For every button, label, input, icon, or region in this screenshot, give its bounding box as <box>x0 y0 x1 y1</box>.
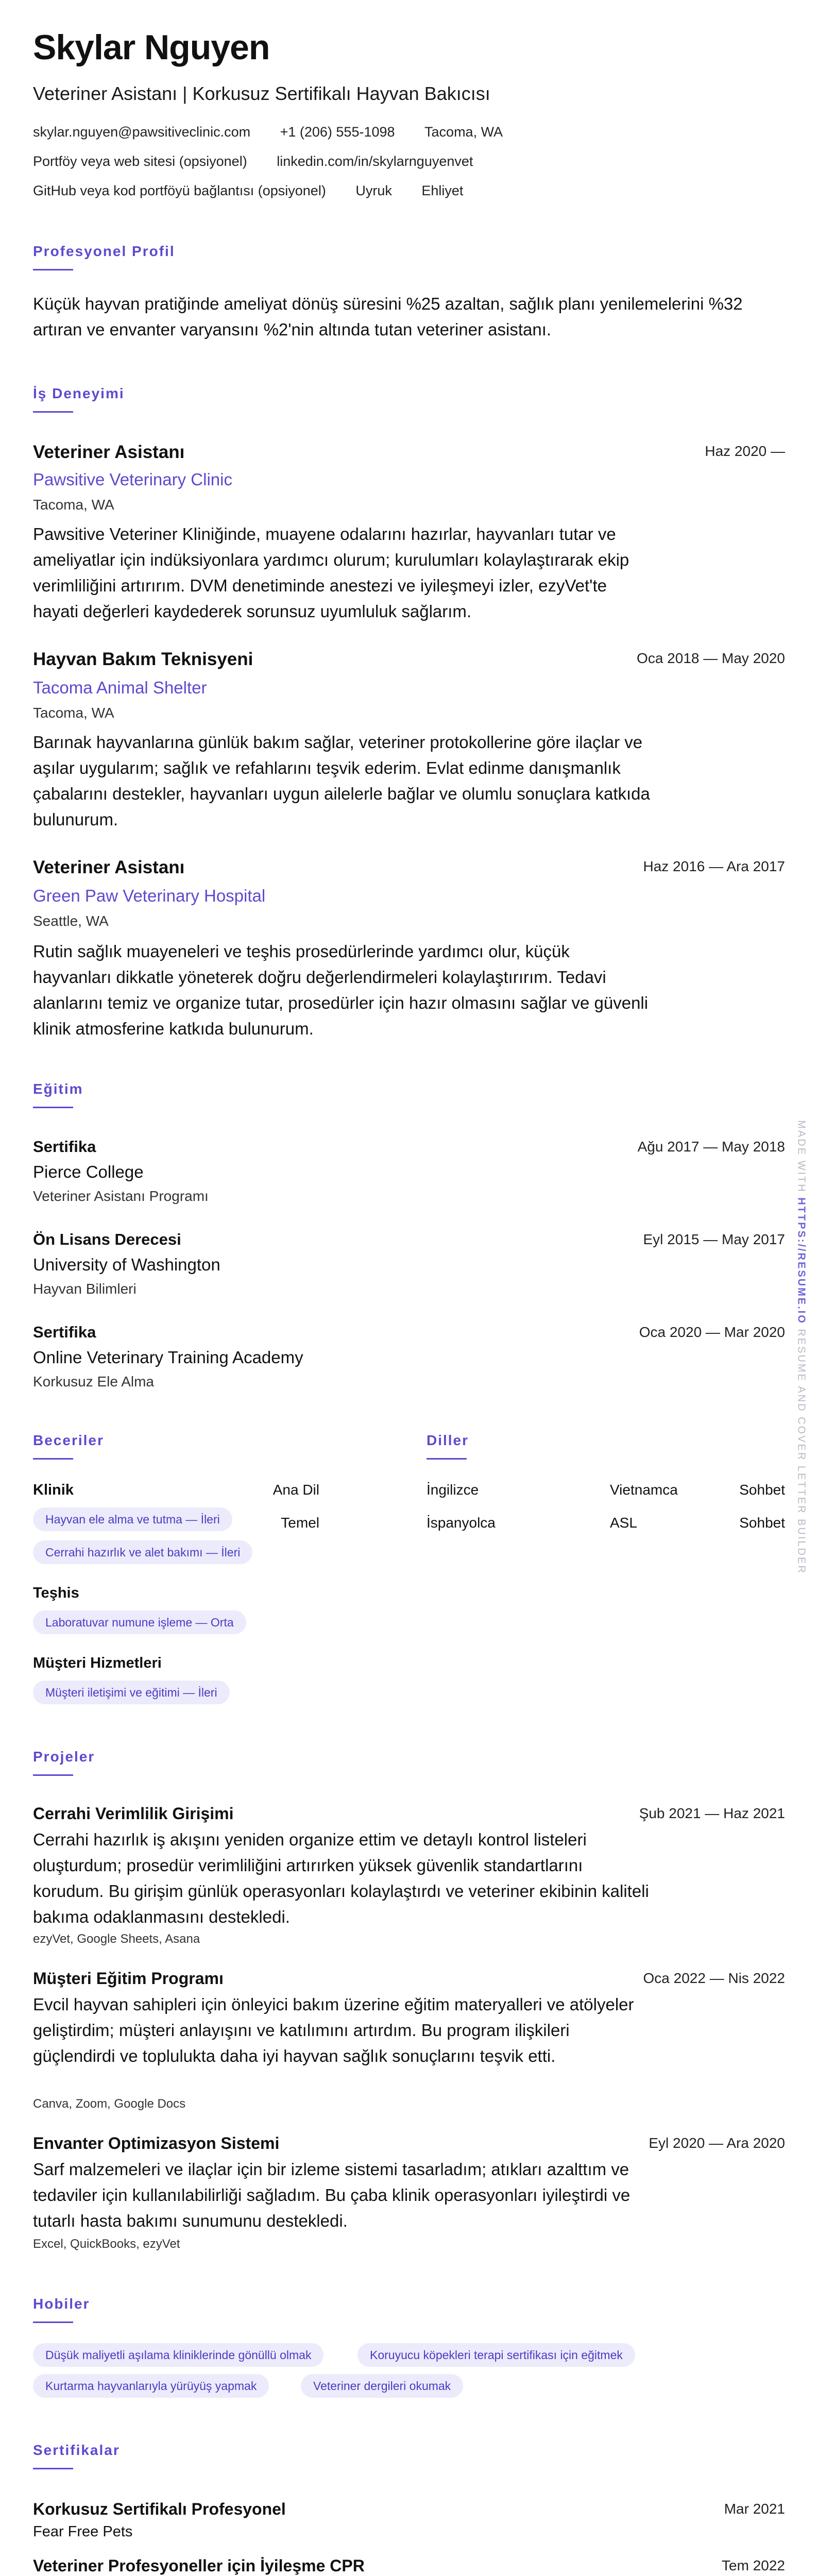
language-level: Ana Dil <box>272 1482 319 1498</box>
location-text: Tacoma, WA <box>424 124 503 140</box>
certification-date: Mar 2021 <box>724 2501 785 2517</box>
builder-watermark <box>793 1120 809 1574</box>
project-title: Müşteri Eğitim Programı <box>33 1969 224 1988</box>
profile-heading-rule <box>33 269 73 270</box>
education-field: Veteriner Asistanı Programı <box>33 1188 209 1204</box>
experience-org[interactable]: Pawsitive Veterinary Clinic <box>33 470 232 489</box>
education-school: Online Veterinary Training Academy <box>33 1348 303 1367</box>
language-name: ASL <box>610 1515 637 1531</box>
hobby-chip: Kurtarma hayvanlarıyla yürüyüş yapmak <box>33 2374 269 2398</box>
hobby-chip: Veteriner dergileri okumak <box>301 2374 463 2398</box>
skill-chip: Müşteri iletişimi ve eğitimi — İleri <box>33 1681 230 1704</box>
skill-group-name: Klinik <box>33 1482 74 1498</box>
certification-title: Korkusuz Sertifikalı Profesyonel <box>33 2500 286 2518</box>
experience-description: Pawsitive Veteriner Kliniğinde, muayene odalarını hazırlar, hayvanları tutar ve ameliyatlar için indüksiyonlara yardımcı olurum; kurulumları kolaylaştırarak ekip verimliliğini artırırım. DVM denetiminde anestezi ve iyileşmeyi izler, ezyVet'te hayati değerleri kaydederek sorunsuz uyumluluk sağlarım. <box>33 524 629 621</box>
experience-heading-rule <box>33 411 73 413</box>
phone-text: +1 (206) 555-1098 <box>280 124 395 140</box>
language-level: Sohbet <box>739 1482 785 1498</box>
education-degree: Sertifika <box>33 1138 96 1156</box>
experience-title: Veteriner Asistanı <box>33 442 185 462</box>
headline: Veteriner Asistanı | Korkusuz Sertifikalı Hayvan Bakıcısı <box>33 83 490 104</box>
project-description: Sarf malzemeleri ve ilaçlar için bir izleme sistemi tasarladım; atıkları azalttım ve tedaviler için kullanılabilirliği sağladım. Bu çaba klinik operasyonları iyileştirdi ve tutarlı hasta bakımı sunumunu destekledi. <box>33 2160 630 2231</box>
builder-watermark-text <box>795 1120 807 1574</box>
contact-row-1 <box>33 124 529 140</box>
experience-location: Tacoma, WA <box>33 705 114 721</box>
license-text: Ehliyet <box>421 183 464 198</box>
watermark-prefix: MADE WITH <box>795 1120 807 1198</box>
website-link[interactable]: Portföy veya web sitesi (opsiyonel) <box>33 154 247 169</box>
skill-chip: Laboratuvar numune işleme — Orta <box>33 1611 246 1634</box>
skill-chip: Cerrahi hazırlık ve alet bakımı — İleri <box>33 1540 252 1564</box>
contact-row-2 <box>33 153 499 170</box>
projects-heading-rule <box>33 1774 73 1776</box>
contact-row-3 <box>33 182 489 199</box>
education-date: Eyl 2015 — May 2017 <box>643 1231 785 1247</box>
education-field: Hayvan Bilimleri <box>33 1281 137 1297</box>
experience-date: Haz 2020 — <box>705 443 785 459</box>
education-degree: Ön Lisans Derecesi <box>33 1230 181 1248</box>
profile-text: Küçük hayvan pratiğinde ameliyat dönüş süresini %25 azaltan, sağlık planı yenilemelerini %32 artıran ve envanter varyansını %2'nin altında tutan veteriner asistanı. <box>33 294 743 340</box>
experience-location: Tacoma, WA <box>33 497 114 513</box>
project-description: Evcil hayvan sahipleri için önleyici bakım üzerine eğitim materyalleri ve atölyeler geliştirdim; müşteri anlayışını ve katılımını artırdım. Bu program ilişkileri güçlendirdi ve toplulukta daha iyi hayvan sağlık sonuçlarını teşvik etti. <box>33 1995 634 2066</box>
profile-heading: Profesyonel Profil <box>33 243 175 259</box>
project-title: Cerrahi Verimlilik Girişimi <box>33 1804 234 1823</box>
language-level: Temel <box>281 1515 319 1531</box>
hobby-chip: Koruyucu köpekleri terapi sertifikası için eğitmek <box>357 2343 635 2367</box>
certification-date: Tem 2022 <box>722 2557 785 2573</box>
skill-chip: Hayvan ele alma ve tutma — İleri <box>33 1507 232 1531</box>
project-tools: ezyVet, Google Sheets, Asana <box>33 1932 200 1946</box>
experience-description: Barınak hayvanlarına günlük bakım sağlar, veteriner protokollerine göre ilaçlar ve aşılar uygularım; sağlık ve refahlarını teşvik ederim. Evlat edinme danışmanlık çabalarını destekler, hayvanları uygun ailelerle bağlar ve olumlu sonuçlara katkıda bulunurum. <box>33 733 650 829</box>
hobbies-heading-rule <box>33 2321 73 2323</box>
candidate-name: Skylar Nguyen <box>33 28 270 67</box>
email-link[interactable]: skylar.nguyen@pawsitiveclinic.com <box>33 124 251 140</box>
experience-date: Haz 2016 — Ara 2017 <box>643 858 785 874</box>
language-name: İngilizce <box>427 1482 479 1498</box>
education-school: University of Washington <box>33 1255 220 1274</box>
certifications-heading: Sertifikalar <box>33 2442 120 2458</box>
project-date: Şub 2021 — Haz 2021 <box>639 1805 785 1821</box>
certification-issuer: Fear Free Pets <box>33 2523 133 2540</box>
experience-org[interactable]: Green Paw Veterinary Hospital <box>33 886 266 905</box>
experience-heading: İş Deneyimi <box>33 385 125 401</box>
education-field: Korkusuz Ele Alma <box>33 1374 154 1389</box>
hobbies-heading: Hobiler <box>33 2296 90 2312</box>
skill-group-name: Teşhis <box>33 1585 79 1601</box>
project-tools: Canva, Zoom, Google Docs <box>33 2097 186 2111</box>
hobby-chip: Düşük maliyetli aşılama kliniklerinde gönüllü olmak <box>33 2343 323 2367</box>
project-description: Cerrahi hazırlık iş akışını yeniden organize ettim ve detaylı kontrol listeleri oluşturdum; prosedür verimliliğini artırırken yüksek güvenlik standartlarını korudum. Bu girişim günlük operasyonları kolaylaştırdı ve veteriner ekibinin kaliteli bakıma odaklanmasını destekledi. <box>33 1830 649 1927</box>
project-date: Oca 2022 — Nis 2022 <box>643 1970 785 1986</box>
language-name: İspanyolca <box>427 1515 496 1531</box>
experience-location: Seattle, WA <box>33 913 109 929</box>
github-link[interactable]: GitHub veya kod portföyü bağlantısı (opsiyonel) <box>33 183 326 198</box>
education-heading-rule <box>33 1107 73 1108</box>
experience-org[interactable]: Tacoma Animal Shelter <box>33 678 207 697</box>
project-date: Eyl 2020 — Ara 2020 <box>649 2135 785 2151</box>
certifications-heading-rule <box>33 2468 73 2469</box>
project-tools: Excel, QuickBooks, ezyVet <box>33 2237 180 2251</box>
education-date: Ağu 2017 — May 2018 <box>637 1139 785 1155</box>
certification-title: Veteriner Profesyoneller için İyileşme CPR <box>33 2556 365 2575</box>
nationality-text: Uyruk <box>355 183 392 198</box>
projects-heading: Projeler <box>33 1749 95 1765</box>
skills-heading: Beceriler <box>33 1432 104 1448</box>
experience-date: Oca 2018 — May 2020 <box>637 650 785 666</box>
skills-heading-rule <box>33 1458 73 1460</box>
education-school: Pierce College <box>33 1162 144 1181</box>
linkedin-link[interactable]: linkedin.com/in/skylarnguyenvet <box>277 154 473 169</box>
experience-title: Hayvan Bakım Teknisyeni <box>33 649 253 669</box>
skill-group-name: Müşteri Hizmetleri <box>33 1655 162 1671</box>
languages-heading-rule <box>427 1458 467 1460</box>
education-heading: Eğitim <box>33 1081 83 1097</box>
experience-title: Veteriner Asistanı <box>33 857 185 877</box>
education-degree: Sertifika <box>33 1323 96 1341</box>
experience-description: Rutin sağlık muayeneleri ve teşhis prosedürlerinde yardımcı olur, küçük hayvanları dikkatle yöneterek doğru değerlendirmeleri kolaylaştırırım. Tedavi alanlarını temiz ve organize tutar, prosedürler için hazır olmasını sağlar ve güvenli klinik atmosferine katkıda bulunurum. <box>33 942 649 1039</box>
language-level: Sohbet <box>739 1515 785 1531</box>
language-name: Vietnamca <box>610 1482 678 1498</box>
project-title: Envanter Optimizasyon Sistemi <box>33 2134 280 2153</box>
watermark-link[interactable]: HTTPS://RESUME.IO <box>795 1197 807 1325</box>
languages-heading: Diller <box>427 1432 469 1448</box>
education-date: Oca 2020 — Mar 2020 <box>639 1324 785 1340</box>
watermark-suffix: RESUME AND COVER LETTER BUILDER <box>795 1324 807 1574</box>
